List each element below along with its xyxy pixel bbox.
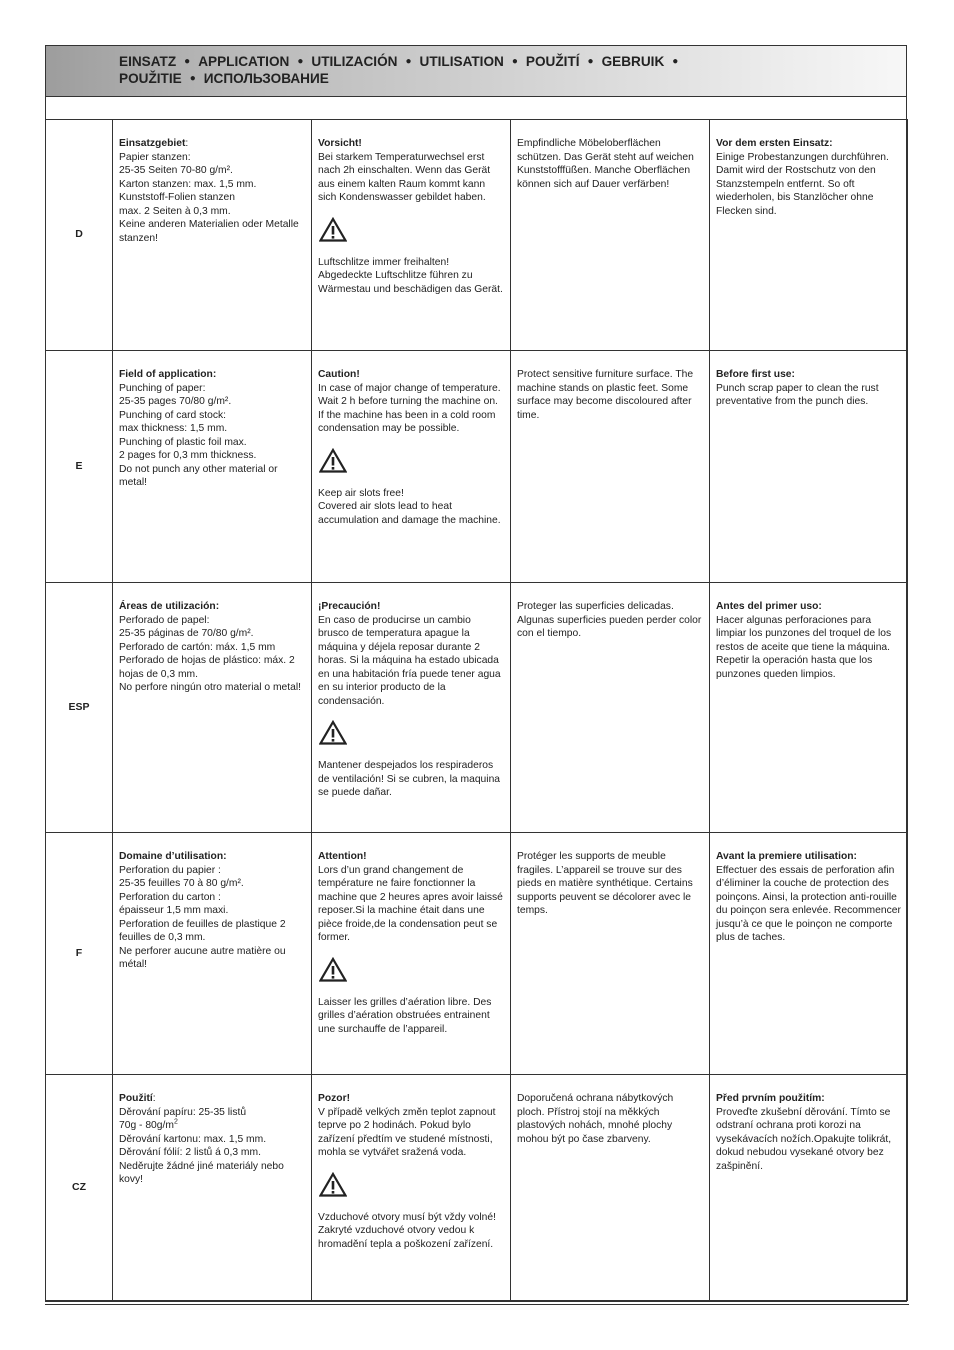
field-of-application-cell bbox=[113, 351, 312, 583]
header-title bbox=[119, 53, 819, 87]
caution-title: ¡Precaución! bbox=[318, 601, 381, 612]
title-suffix: : bbox=[185, 138, 189, 149]
field-line bbox=[119, 654, 305, 681]
field-line bbox=[119, 681, 305, 695]
field-line-text: Punching of plastic foil max. bbox=[119, 436, 247, 448]
air-slot-text: Luftschlitze immer freihalten! bbox=[318, 256, 450, 268]
usage-table bbox=[45, 119, 908, 1301]
field-line-text: max. 2 Seiten à 0,3 mm. bbox=[119, 205, 231, 217]
field-line bbox=[119, 1146, 305, 1160]
field-line-text: Neděrujte žádné jiné materiály nebo kovy! bbox=[119, 1160, 284, 1185]
surface-protection-cell bbox=[511, 351, 710, 583]
field-line-text: max thickness: 1,5 mm. bbox=[119, 423, 228, 434]
bullet-separator: ● bbox=[511, 56, 518, 67]
caution-title: Pozor! bbox=[318, 1093, 351, 1104]
language-code: CZ bbox=[46, 1075, 113, 1301]
field-line-text: 25-35 feuilles 70 à 80 g/m². bbox=[119, 878, 244, 889]
first-use-text: Einige Probestanzungen durchführen. Damit wird der Rostschutz von den Stanzstempeln entfernt. So oft wiederholen, bis Stanzlöcher ohne Flecken sind. bbox=[716, 151, 889, 217]
field-line-text: Perforation de feuilles de plastique 2 feuilles de 0,3 mm. bbox=[119, 918, 286, 943]
table-row bbox=[46, 120, 908, 351]
field-line-text: Děrování kartonu: max. 1,5 mm. bbox=[119, 1133, 267, 1145]
field-line-text: Do not punch any other material or metal! bbox=[119, 463, 278, 488]
header-item: EINSATZ bbox=[119, 54, 177, 69]
surface-protection-cell bbox=[511, 1075, 710, 1301]
bottom-rule bbox=[45, 1304, 909, 1305]
caution-text: In case of major change of temperature. Wait 2 h before turning the machine on. If the machine has been in a cold room condensation may be possible. bbox=[318, 382, 501, 434]
field-line-text: épaisseur 1,5 mm maxi. bbox=[119, 905, 229, 916]
header-item: POUŽITIE bbox=[119, 71, 182, 86]
superscript: 2 bbox=[173, 1118, 178, 1126]
field-line bbox=[119, 395, 305, 409]
field-line-text: Keine anderen Materialien oder Metalle stanzen! bbox=[119, 219, 299, 244]
field-line bbox=[119, 918, 305, 945]
field-line bbox=[119, 945, 305, 972]
air-slot-text: Mantener despejados los respiraderos de ventilación! Si se cubren, la maquina se puede dañar. bbox=[318, 760, 501, 798]
first-use-cell bbox=[710, 833, 908, 1075]
field-line bbox=[119, 1119, 305, 1133]
language-code: F bbox=[46, 833, 113, 1075]
warning-triangle-icon bbox=[319, 1172, 347, 1197]
first-use-cell bbox=[710, 351, 908, 583]
bullet-separator: ● bbox=[672, 56, 679, 67]
field-of-application-cell bbox=[113, 583, 312, 833]
caution-text: V případě velkých změn teplot zapnout teprve po 2 hodinách. Pokud bylo zařízení předtím ve studené místnosti, mohla se vytvářet sražená voda. bbox=[318, 1106, 496, 1158]
first-use-text: Hacer algunas perforaciones para limpiar los punzones del troquel de los restos de aceite que tiene la máquina. bbox=[716, 614, 892, 653]
field-line-text: Punching of paper: bbox=[119, 382, 206, 394]
table-row bbox=[46, 351, 908, 583]
field-line-text: Perforado de hojas de plástico: máx. 2 hojas de 0,3 mm. bbox=[119, 655, 295, 680]
surface-text: Proteger las superficies delicadas. Algunas superficies pueden perder color con el tiempo. bbox=[517, 601, 702, 639]
field-line bbox=[119, 864, 305, 878]
first-use-title: Before first use: bbox=[716, 369, 795, 380]
field-line bbox=[119, 614, 305, 628]
field-line-text: Děrování papíru: 25-35 listů bbox=[119, 1106, 247, 1118]
field-line-text: Kunststoff-Folien stanzen bbox=[119, 192, 236, 203]
field-of-application-cell bbox=[113, 833, 312, 1075]
field-title: Field of application: bbox=[119, 369, 217, 380]
bullet-separator: ● bbox=[297, 56, 304, 67]
field-line-text: 25-35 pages 70/80 g/m². bbox=[119, 396, 232, 407]
bullet-separator: ● bbox=[189, 73, 196, 84]
field-line-text: No perfore ningún otro material o metal! bbox=[119, 682, 302, 693]
field-title: Áreas de utilización: bbox=[119, 601, 220, 612]
language-code: ESP bbox=[46, 583, 113, 833]
header-item: UTILISATION bbox=[419, 54, 504, 69]
air-slot-text: Abgedeckte Luftschlitze führen zu Wärmestau und beschädigen das Gerät. bbox=[318, 270, 503, 295]
field-line bbox=[119, 449, 305, 463]
field-line bbox=[119, 218, 305, 245]
field-of-application-cell bbox=[113, 120, 312, 351]
air-slot-text: Keep air slots free! bbox=[318, 487, 404, 499]
warning-triangle-icon bbox=[319, 448, 347, 473]
bullet-separator: ● bbox=[184, 56, 191, 67]
table-row bbox=[46, 583, 908, 833]
bullet-separator: ● bbox=[587, 56, 594, 67]
first-use-text: Proveďte zkušební děrování. Tímto se odstraní ochrana proti korozi na vysekávacích nožích.Opakujte tolikrát, dokud nebudou vysekané otvory bez zašpinění. bbox=[716, 1106, 892, 1172]
air-slot-text: Covered air slots lead to heat accumulation and damage the machine. bbox=[318, 501, 501, 526]
field-line bbox=[119, 409, 305, 423]
field-title: Domaine d’utilisation: bbox=[119, 851, 227, 862]
first-use-cell bbox=[710, 1075, 908, 1301]
caution-cell bbox=[312, 351, 511, 583]
caution-text: Lors d’un grand changement de température ne faire fonctionner la machine que 2 heures apres avoir laissé reposer.Si la machine était dans une pièce froide,de la condensation peut se former. bbox=[318, 864, 503, 943]
language-code: D bbox=[46, 120, 113, 351]
field-line-text: 25-35 páginas de 70/80 g/m². bbox=[119, 628, 254, 639]
header-item: APPLICATION bbox=[198, 54, 290, 69]
field-line bbox=[119, 422, 305, 436]
surface-protection-cell bbox=[511, 833, 710, 1075]
caution-cell bbox=[312, 120, 511, 351]
table-row bbox=[46, 833, 908, 1075]
surface-protection-cell bbox=[511, 120, 710, 351]
field-line-text: Perforado de papel: bbox=[119, 614, 210, 626]
field-line-text: 25-35 Seiten 70-80 g/m². bbox=[119, 165, 233, 176]
first-use-title: Vor dem ersten Einsatz: bbox=[716, 138, 833, 149]
field-line bbox=[119, 463, 305, 490]
header-item: GEBRUIK bbox=[601, 54, 665, 69]
field-line-text: Karton stanzen: max. 1,5 mm. bbox=[119, 178, 257, 190]
field-line bbox=[119, 1133, 305, 1147]
field-title: Einsatzgebiet bbox=[119, 138, 186, 149]
field-line bbox=[119, 1106, 305, 1120]
document-frame bbox=[45, 45, 907, 1302]
field-of-application-cell bbox=[113, 1075, 312, 1301]
warning-triangle-icon bbox=[319, 957, 347, 982]
field-line-text: Perforation du papier : bbox=[119, 864, 221, 876]
caution-title: Vorsicht! bbox=[318, 138, 362, 149]
caution-title: Caution! bbox=[318, 369, 360, 380]
header-item: POUŽITÍ bbox=[525, 54, 580, 69]
field-line bbox=[119, 627, 305, 641]
bullet-separator: ● bbox=[405, 56, 412, 67]
first-use-cell bbox=[710, 120, 908, 351]
title-suffix: : bbox=[152, 1093, 156, 1104]
air-slot-text: Vzduchové otvory musí být vždy volné! Zakryté vzduchové otvory vedou k hromadění tepla a poškození zařízení. bbox=[318, 1211, 496, 1250]
field-line bbox=[119, 151, 305, 165]
field-line bbox=[119, 877, 305, 891]
header-item: ИСПОЛЬЗОВАНИЕ bbox=[203, 71, 329, 86]
section-header bbox=[46, 46, 906, 97]
field-line-text: Ne perforer aucune autre matière ou métal! bbox=[119, 945, 286, 970]
caution-text: Bei starkem Temperaturwechsel erst nach 2h einschalten. Wenn das Gerät aus einem kalten Raum kommt kann sich Kondenswasser gebildet haben. bbox=[318, 151, 491, 203]
field-title: Použití bbox=[119, 1093, 153, 1104]
field-line-text: Perforation du carton : bbox=[119, 891, 221, 903]
caution-text: En caso de producirse un cambio brusco de temperatura apague la máquina y déjela reposar durante 2 horas. Si la máquina ha estado ubicada en una habitación fría puede tener agua en su interior producto de la condensación. bbox=[318, 614, 501, 707]
field-line bbox=[119, 436, 305, 450]
field-line-text: Punching of card stock: bbox=[119, 409, 227, 421]
field-line bbox=[119, 1160, 305, 1187]
field-line bbox=[119, 191, 305, 205]
field-line bbox=[119, 164, 305, 178]
language-code: E bbox=[46, 351, 113, 583]
header-spacer-row bbox=[46, 96, 906, 120]
caution-cell bbox=[312, 833, 511, 1075]
first-use-text: Repetir la operación hasta que los punzones queden limpios. bbox=[716, 655, 873, 680]
first-use-title: Antes del primer uso: bbox=[716, 601, 822, 612]
warning-triangle-icon bbox=[319, 720, 347, 745]
field-line-text: 2 pages for 0,3 mm thickness. bbox=[119, 450, 257, 461]
field-line-text: Děrování fólií: 2 listů á 0,3 mm. bbox=[119, 1147, 261, 1158]
surface-text: Protect sensitive furniture surface. The machine stands on plastic feet. Some surface may become discoloured after time. bbox=[517, 369, 694, 421]
air-slot-text: Laisser les grilles d’aération libre. Des grilles d’aération obstruées entrainent une surchauffe de l’appareil. bbox=[318, 996, 492, 1035]
first-use-title: Před prvním použitím: bbox=[716, 1093, 825, 1104]
surface-protection-cell bbox=[511, 583, 710, 833]
field-line-text: 70g - 80g/m bbox=[119, 1120, 174, 1131]
field-line bbox=[119, 891, 305, 905]
first-use-cell bbox=[710, 583, 908, 833]
surface-text: Empfindliche Möbeloberflächen schützen. Das Gerät steht auf weichen Kunststofffüßen. Manche Oberflächen können sich auf Dauer verfärben! bbox=[517, 138, 694, 190]
table-row bbox=[46, 1075, 908, 1301]
field-line bbox=[119, 641, 305, 655]
caution-title: Attention! bbox=[318, 851, 367, 862]
field-line bbox=[119, 205, 305, 219]
header-item: UTILIZACIÓN bbox=[311, 54, 398, 69]
field-line bbox=[119, 904, 305, 918]
caution-cell bbox=[312, 583, 511, 833]
first-use-text: Effectuer des essais de perforation afin d’éliminer la couche de protection des poinçons. Ainsi, la protection anti-rouille du poinçon sera enlevée. Recommencer jusqu’à ce que le poinçon ne comporte plus de taches. bbox=[716, 864, 901, 943]
first-use-text: Punch scrap paper to clean the rust preventative from the punch dies. bbox=[716, 382, 879, 407]
warning-triangle-icon bbox=[319, 217, 347, 242]
caution-cell bbox=[312, 1075, 511, 1301]
field-line-text: Papier stanzen: bbox=[119, 151, 191, 163]
field-line bbox=[119, 178, 305, 192]
surface-text: Doporučená ochrana nábytkových ploch. Přístroj stojí na měkkých plastových nohách, mnohé plochy mohou být po čase zbarveny. bbox=[517, 1093, 674, 1145]
field-line bbox=[119, 382, 305, 396]
field-line-text: Perforado de cartón: máx. 1,5 mm bbox=[119, 641, 276, 653]
surface-text: Protéger les supports de meuble fragiles. L’appareil se trouve sur des pieds en matière synthétique. Certains supports peuvent se décolorer avec le temps. bbox=[517, 851, 693, 916]
first-use-title: Avant la premiere utilisation: bbox=[716, 851, 857, 862]
